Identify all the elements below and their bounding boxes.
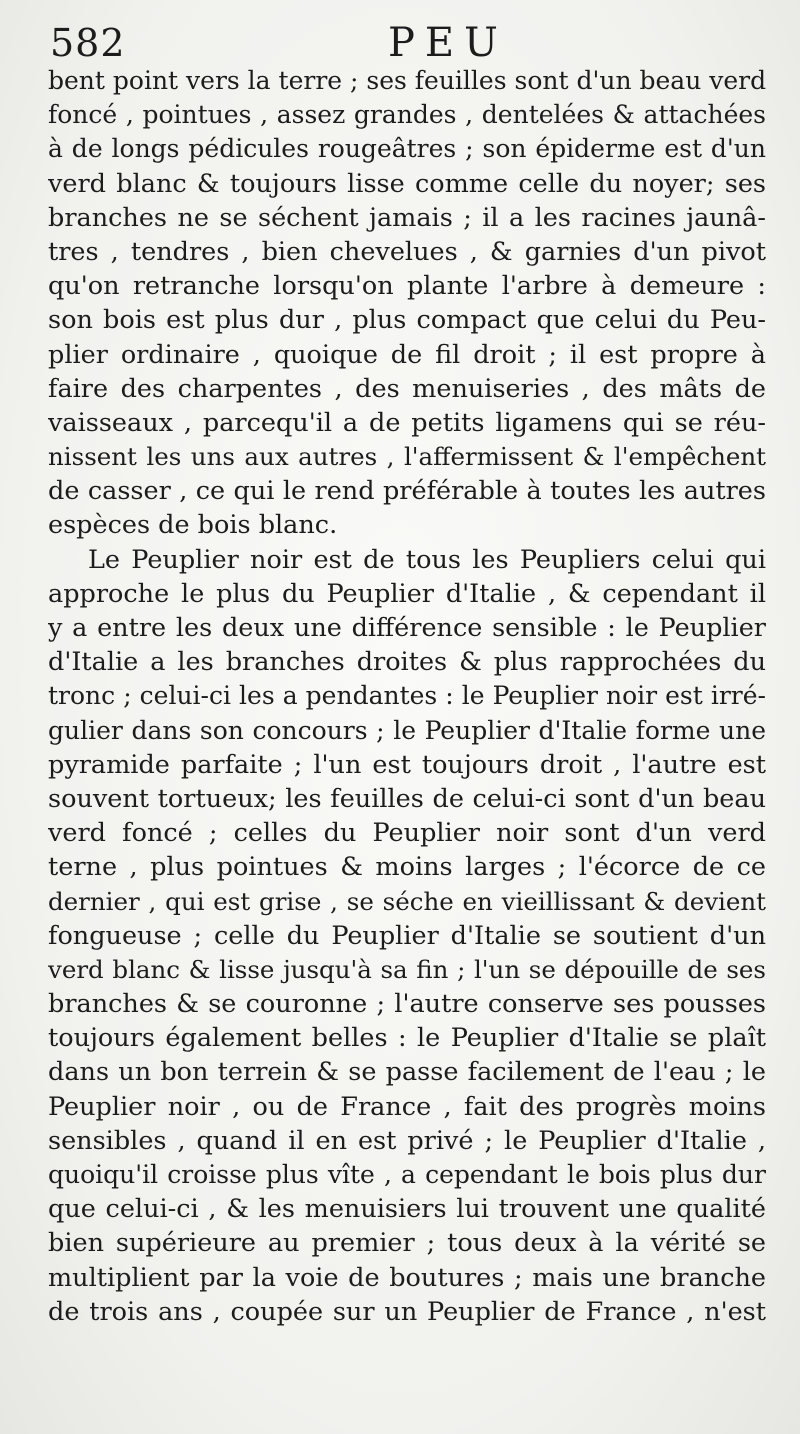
text-line: son bois est plus dur , plus compact que celui du Peu- (48, 305, 766, 336)
page-header (50, 18, 770, 68)
text-line: bent point vers la terre ; ses feuilles sont d'un beau verd (48, 66, 766, 95)
page-number: 582 (50, 21, 126, 65)
text-line: verd foncé ; celles du Peuplier noir sont d'un verd (48, 818, 766, 849)
text-line: nissent les uns aux autres , l'affermissent & l'empêchent (48, 442, 766, 472)
text-line: de casser , ce qui le rend préférable à toutes les autres (48, 476, 766, 507)
text-line: dernier , qui est grise , se séche en vieillissant & devient (48, 886, 766, 916)
text-line: souvent tortueux; les feuilles de celui-ci sont d'un beau (48, 783, 766, 814)
text-line: d'Italie a les branches droites & plus rapprochées du (48, 647, 766, 678)
text-line: vaisseaux , parcequ'il a de petits ligamens qui se réu- (48, 407, 766, 438)
text-line: espèces de bois blanc. (48, 510, 338, 541)
text-line: branches ne se séchent jamais ; il a les racines jaunâ- (48, 202, 766, 233)
text-line: verd blanc & lisse jusqu'à sa fin ; l'un se dépouille de ses (48, 954, 766, 984)
text-line: plier ordinaire , quoique de fil droit ; il est propre à (48, 339, 766, 370)
text-line: quoiqu'il croisse plus vîte , a cependant le bois plus dur (48, 1160, 766, 1189)
text-line: multiplient par la voie de boutures ; mais une branche (48, 1262, 766, 1293)
text-line: qu'on retranche lorsqu'on plante l'arbre à demeure : (48, 271, 766, 302)
text-line: sensibles , quand il en est privé ; le Peuplier d'Italie , (48, 1125, 766, 1156)
text-line: faire des charpentes , des menuiseries , des mâts de (48, 373, 766, 404)
text-line: tronc ; celui-ci les a pendantes : le Peuplier noir est irré- (48, 681, 766, 711)
text-line: Peuplier noir , ou de France , fait des progrès moins (48, 1091, 766, 1122)
text-line: de trois ans , coupée sur un Peuplier de France , n'est (48, 1296, 766, 1327)
text-line: tres , tendres , bien chevelues , & garnies d'un pivot (48, 236, 766, 267)
text-line: fongueuse ; celle du Peuplier d'Italie se soutient d'un (48, 920, 766, 951)
text-line: foncé , pointues , assez grandes , dentelées & attachées (48, 100, 766, 130)
text-line: approche le plus du Peuplier d'Italie , & cependant il (48, 578, 766, 609)
text-line: branches & se couronne ; l'autre conserve ses pousses (48, 989, 766, 1020)
paragraph-2 (48, 543, 766, 1329)
text-line: bien supérieure au premier ; tous deux à la vérité se (48, 1228, 766, 1259)
text-line: que celui-ci , & les menuisiers lui trouvent une qualité (48, 1194, 766, 1225)
text-line: y a entre les deux une différence sensible : le Peuplier (48, 613, 766, 643)
text-line: verd blanc & toujours lisse comme celle du noyer; ses (48, 168, 766, 199)
text-line: Le Peuplier noir est de tous les Peupliers celui qui (88, 544, 766, 575)
paragraph-1 (48, 64, 766, 543)
text-line: dans un bon terrein & se passe facilement de l'eau ; le (48, 1057, 766, 1088)
text-line: toujours également belles : le Peuplier d'Italie se plaît (48, 1023, 766, 1054)
body-text (48, 64, 766, 1329)
text-line: terne , plus pointues & moins larges ; l'écorce de ce (48, 852, 766, 883)
text-line: pyramide parfaite ; l'un est toujours droit , l'autre est (48, 749, 766, 780)
running-head: PEU (388, 20, 508, 66)
text-line: gulier dans son concours ; le Peuplier d'Italie forme une (48, 715, 766, 745)
text-line: à de longs pédicules rougeâtres ; son épiderme est d'un (48, 134, 766, 164)
